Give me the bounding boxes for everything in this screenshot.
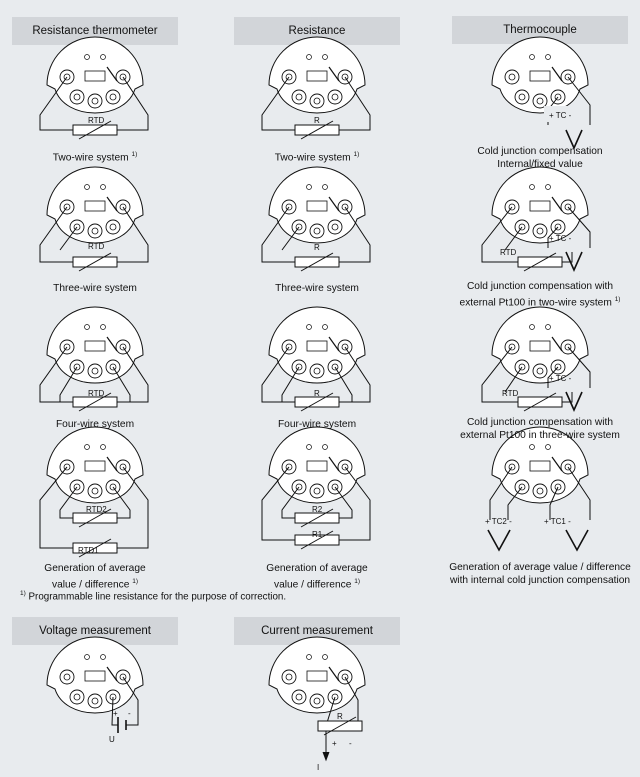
label-current-r: R	[337, 712, 343, 721]
caption-r-two-wire: Two-wire system $^{1)}$	[274, 151, 360, 164]
label-r-4w: R	[314, 389, 320, 398]
label-tc2: + TC2 -	[485, 517, 512, 526]
label-r1: R1	[312, 530, 323, 539]
label-rtd-4w: RTD	[88, 389, 105, 398]
caption-rt-three-wire: Three-wire system	[53, 283, 137, 294]
label-rtd-tc-3w: RTD	[502, 389, 519, 398]
caption-rt-average: Generation of average value / difference $^{1)}$	[44, 563, 146, 591]
header-resistance: Resistance	[234, 17, 400, 45]
label-rtd2: RTD2	[86, 505, 107, 514]
label-current-i: I	[317, 763, 320, 772]
caption-r-average: Generation of average value / difference $^{1)}$	[266, 563, 368, 591]
label-voltage-minus: -	[128, 709, 131, 718]
label-tc-int: + TC -	[549, 111, 572, 120]
caption-rt-four-wire: Four-wire system	[55, 419, 135, 430]
label-voltage-u: U	[109, 735, 115, 744]
label-voltage-plus: +	[113, 709, 118, 718]
caption-r-four-wire: Four-wire system	[277, 419, 357, 430]
header-voltage-measurement: Voltage measurement	[12, 617, 178, 645]
label-rtd-3w: RTD	[88, 242, 105, 251]
label-current-plus: +	[332, 739, 337, 748]
label-r2: R2	[312, 505, 323, 514]
caption-r-three-wire: Three-wire system	[275, 283, 359, 294]
caption-tc-average: Generation of average value / difference with internal cold junction compensation	[449, 562, 631, 586]
caption-tc-three-wire: Cold junction compensation with external Pt100 in three-wire system	[460, 417, 620, 441]
label-r-2w: R	[314, 116, 320, 125]
header-current-measurement: Current measurement	[234, 617, 400, 645]
caption-rt-two-wire: Two-wire system $^{1)}$	[52, 151, 138, 164]
label-rtd-2w: RTD	[88, 116, 105, 125]
header-thermocouple: Thermocouple	[452, 16, 628, 44]
footnote: $^{1)}$ Programmable line resistance for the purpose of correction.	[20, 590, 287, 603]
caption-tc-two-wire: Cold junction compensation with external Pt100 in two-wire system $^{1)}$	[459, 281, 621, 309]
label-r-3w: R	[314, 243, 320, 252]
header-resistance-thermometer: Resistance thermometer	[12, 17, 178, 45]
label-rtd-tc-2w: RTD	[500, 248, 517, 257]
label-rtd1: RTD1	[78, 546, 99, 555]
label-current-minus: -	[349, 739, 352, 748]
label-tc-2w: + TC -	[549, 234, 572, 243]
label-tc1: + TC1 -	[544, 517, 571, 526]
caption-tc-internal: Cold junction compensation Internal/fixed value	[477, 146, 603, 170]
label-tc-3w: + TC -	[549, 374, 572, 383]
